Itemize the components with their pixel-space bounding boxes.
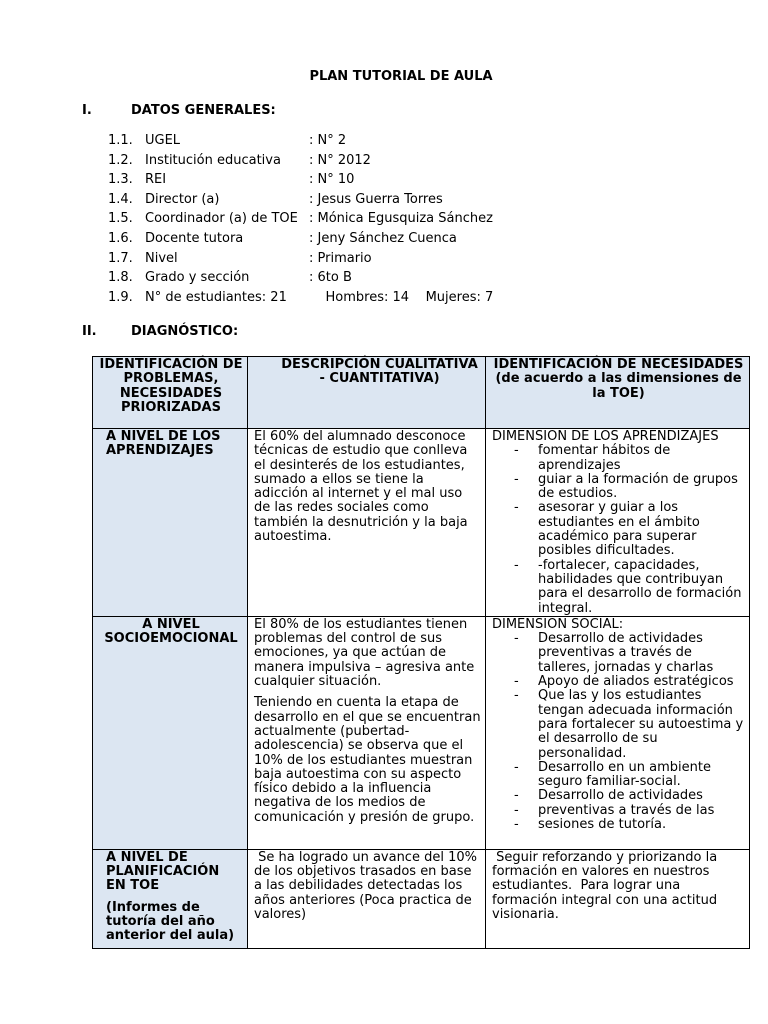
datos-number: 1.3.: [108, 172, 133, 188]
row-description: [248, 429, 486, 617]
datos-row: [108, 268, 493, 288]
header-identificacion-problemas: IDENTIFICACIÓN DE PROBLEMAS, NECESIDADES PRIORIZADAS: [93, 357, 248, 429]
list-item: - Que las y los estudiantes tengan adecuada información para fortalecer su autoestima y el desarrollo de su personalidad.: [514, 689, 745, 760]
datos-key: Docente tutora: [145, 230, 244, 246]
row-label-note: (Informes de tutoría del año anterior del aula): [106, 899, 235, 944]
needs-list: [492, 632, 745, 832]
datos-row: [108, 229, 493, 249]
datos-value: : Jesus Guerra Torres: [309, 191, 443, 207]
datos-row: [108, 170, 493, 190]
table-header-row: [93, 357, 750, 429]
datos-value: : 6to B: [309, 270, 352, 286]
datos-number: 1.9.: [108, 289, 133, 305]
list-item: - asesorar y guiar a los estudiantes en el ámbito académico para superar posibles dificultades.: [514, 501, 745, 558]
description-paragraph: Teniendo en cuenta la etapa de desarrollo en el que se encuentran actualmente (pubertad- adolescencia) se observa que el 10% de los estudiantes muestran baja autoestima con su aspecto físico debido a la influencia negativa de los medios de comunicación y presión de grupo.: [254, 695, 481, 825]
header-necesidades-title: IDENTIFICACIÓN DE NECESIDADES: [493, 357, 744, 372]
datos-key: REI: [145, 172, 167, 188]
datos-value: : N° 2: [309, 133, 347, 148]
datos-number: 1.5.: [108, 211, 133, 227]
datos-value: : Mónica Egusquiza Sánchez: [309, 211, 493, 227]
datos-generales-list: [108, 131, 493, 307]
row-needs: [486, 616, 750, 849]
datos-number: 1.2.: [108, 152, 133, 168]
header-descripcion: DESCRIPCIÓN CUALITATIVA - CUANTITATIVA): [248, 357, 486, 429]
list-item: - fomentar hábitos de aprendizajes: [514, 444, 745, 473]
needs-text: Seguir reforzando y priorizando la formación en valores en nuestros estudiantes. Para lograr una formación integral con una actitud visionaria.: [492, 849, 722, 923]
row-label: [93, 849, 248, 948]
needs-title: DIMENSION DE LOS APRENDIZAJES: [492, 429, 719, 444]
datos-key: N° de estudiantes: 21: [145, 289, 287, 305]
section-label: DIAGNÓSTICO:: [131, 324, 239, 339]
list-item: - Desarrollo en un ambiente seguro familiar-social.: [514, 761, 745, 790]
table-row: [93, 429, 750, 617]
list-item: - preventivas a través de las: [514, 804, 745, 818]
datos-value: : N° 10: [309, 172, 355, 188]
row-description: [248, 616, 486, 849]
row-needs: [486, 429, 750, 617]
list-item: - sesiones de tutoría.: [514, 818, 745, 832]
datos-number: 1.1.: [108, 133, 133, 148]
datos-value: : Primario: [309, 250, 372, 266]
description-paragraph: El 80% de los estudiantes tienen problemas del control de sus emociones, ya que actúan de manera impulsiva – agresiva ante cualquier situación.: [254, 616, 475, 690]
datos-value: : N° 2012: [309, 152, 371, 168]
datos-key: Institución educativa: [145, 152, 281, 168]
datos-value: : Jeny Sánchez Cuenca: [309, 230, 457, 246]
datos-row: [108, 151, 493, 171]
list-item: - Desarrollo de actividades: [514, 789, 745, 803]
list-item: - -fortalecer, capacidades, habilidades que contribuyan para el desarrollo de formación integral.: [514, 559, 745, 616]
description-paragraph: El 60% del alumnado desconoce técnicas de estudio que conlleva el desinterés de los estudiantes, sumado a ellos se tiene la adicción al internet y el mal uso de las redes sociales como también la desnutrición y la baja autoestima.: [254, 429, 468, 545]
row-label: A NIVEL SOCIOEMOCIONAL: [93, 616, 248, 849]
datos-row: [108, 209, 493, 229]
page-title: PLAN TUTORIAL DE AULA: [309, 69, 493, 84]
section-number: I.: [82, 103, 92, 118]
table-row: [93, 849, 750, 948]
list-item: - Desarrollo de actividades preventivas a través de talleres, jornadas y charlas: [514, 632, 745, 675]
list-item: - Apoyo de aliados estratégicos: [514, 675, 745, 689]
datos-number: 1.8.: [108, 270, 133, 286]
section-heading-datos-generales: [82, 103, 276, 118]
datos-value: Hombres: 14 Mujeres: 7: [309, 289, 494, 305]
datos-row: [108, 288, 493, 308]
section-heading-diagnostico: [82, 324, 238, 339]
description-paragraph: Se ha logrado un avance del 10% de los objetivos trasados en base a las debilidades detectadas los años anteriores (Poca practica de valores): [254, 849, 482, 923]
diagnostico-table: [92, 356, 750, 949]
datos-key: Director (a): [145, 191, 220, 207]
datos-row: [108, 190, 493, 210]
datos-row: [108, 249, 493, 269]
row-label-title: A NIVEL DE PLANIFICACIÓN EN TOE: [106, 849, 220, 894]
row-description: [248, 849, 486, 948]
header-identificacion-necesidades: [486, 357, 750, 429]
datos-key: Grado y sección: [145, 270, 250, 286]
datos-number: 1.7.: [108, 250, 133, 266]
datos-number: 1.4.: [108, 191, 133, 207]
list-item: - guiar a la formación de grupos de estudios.: [514, 473, 745, 502]
header-necesidades-subtitle: (de acuerdo a las dimensiones de la TOE): [495, 371, 742, 401]
needs-title: DIMENSION SOCIAL:: [492, 616, 624, 632]
datos-key: Coordinador (a) de TOE: [145, 211, 298, 227]
needs-list: [492, 444, 745, 616]
section-label: DATOS GENERALES:: [131, 103, 276, 118]
section-number: II.: [82, 324, 97, 339]
row-label: A NIVEL DE LOS APRENDIZAJES: [93, 429, 248, 617]
row-needs: [486, 849, 750, 948]
datos-key: UGEL: [145, 133, 181, 148]
table-row: [93, 616, 750, 849]
datos-row: [108, 131, 493, 151]
datos-key: Nivel: [145, 250, 178, 266]
datos-number: 1.6.: [108, 230, 133, 246]
